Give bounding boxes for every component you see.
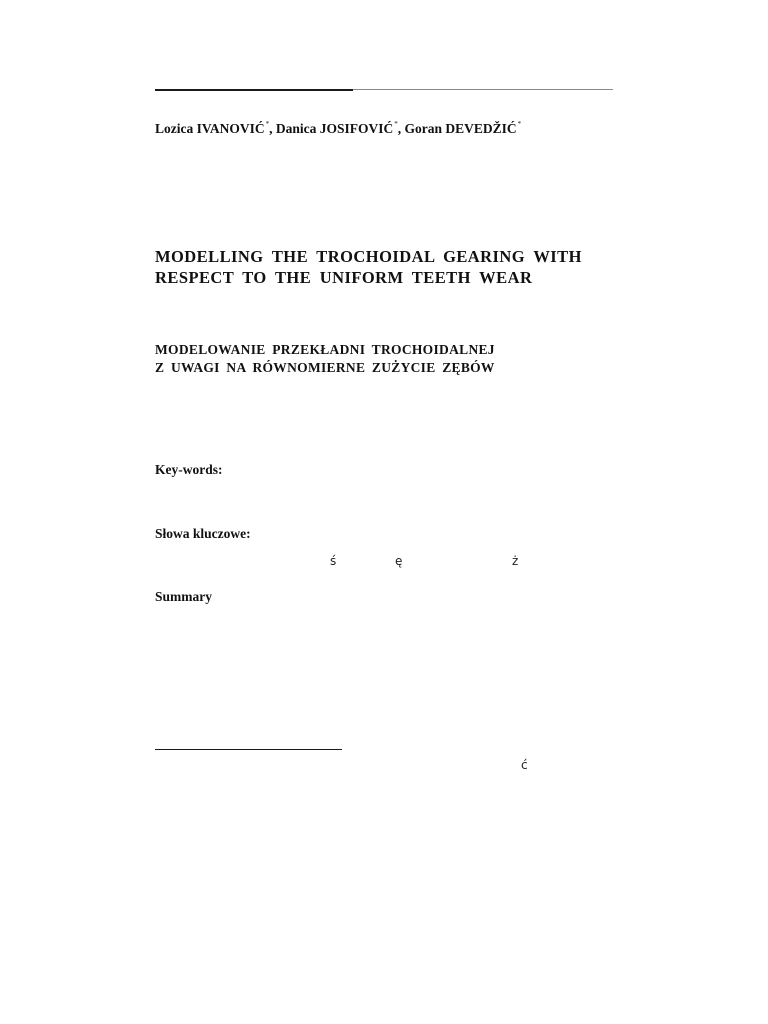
title-pl-line-2: Z UWAGI NA RÓWNOMIERNE ZUŻYCIE ZĘBÓW	[155, 360, 495, 375]
stray-glyph-2: ę	[395, 554, 403, 568]
slowa-kluczowe-heading: Słowa kluczowe:	[155, 526, 251, 541]
header-rule-accent	[155, 89, 353, 91]
author-3: Goran DEVEDŽIĆ*	[404, 120, 522, 136]
title-en-line-2: RESPECT TO THE UNIFORM TEETH WEAR	[155, 268, 533, 287]
keywords-heading: Key-words:	[155, 462, 223, 477]
summary-heading: Summary	[155, 589, 212, 604]
footnote-rule	[155, 749, 342, 750]
stray-glyph-4: ć	[521, 758, 528, 772]
author-2: Danica JOSIFOVIĆ*,	[275, 120, 405, 136]
stray-glyph-3: ż	[512, 554, 519, 568]
author-2-mark: *	[394, 120, 398, 128]
author-1: Lozica IVANOVIĆ*,	[155, 120, 276, 136]
title-en-line-1: MODELLING THE TROCHOIDAL GEARING WITH	[155, 247, 582, 266]
paper-title-polish	[155, 341, 495, 377]
title-pl-line-1: MODELOWANIE PRZEKŁADNI TROCHOIDALNEJ	[155, 342, 495, 357]
header-rule	[155, 89, 613, 90]
stray-glyph-1: ś	[330, 554, 337, 568]
author-line	[155, 120, 521, 137]
paper-title-english	[155, 246, 615, 288]
author-1-mark: *	[265, 120, 270, 128]
author-3-mark: *	[517, 120, 522, 128]
